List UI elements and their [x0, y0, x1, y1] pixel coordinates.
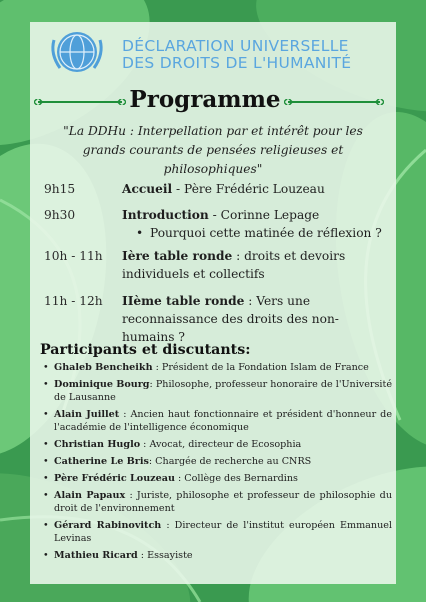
schedule-time: 9h15: [44, 182, 76, 196]
participant-name: Alain Papaux: [54, 490, 126, 501]
list-item: [40, 455, 392, 468]
schedule-detail: : droits et devoirs individuels et collectifs: [122, 249, 346, 281]
participants-heading: Participants et discutants:: [40, 342, 251, 358]
schedule-detail: - Corinne Lepage: [208, 208, 320, 222]
participant-name: Christian Huglo: [54, 439, 141, 450]
participant-role: : Essayiste: [137, 550, 193, 561]
title-decoration-left: [34, 99, 126, 105]
schedule-detail: : Vers une reconnaissance des droits des non-humains ?: [122, 294, 339, 344]
participant-name: Dominique Bourg: [54, 379, 150, 390]
list-item: [40, 489, 392, 515]
laurel-globe-logo: [48, 30, 106, 74]
list-item: [40, 361, 392, 374]
participant-name: Gérard Rabinovitch: [54, 520, 162, 531]
participant-role: : Ancien haut fonctionnaire et président d'honneur de l'académie de l'intelligence économique: [54, 409, 393, 433]
schedule-description: [122, 292, 388, 346]
schedule-detail: - Père Frédéric Louzeau: [172, 182, 325, 196]
participant-role: : Directeur de l'institut européen Emmanuel Levinas: [54, 520, 392, 544]
page-title: Programme: [129, 86, 281, 113]
participant-role: : Philosophe, professeur honoraire de l'Université de Lausanne: [54, 379, 393, 403]
organization-line-2: DES DROITS DE L'HUMANITÉ: [122, 54, 352, 72]
organization-line-1: DÉCLARATION UNIVERSELLE: [122, 37, 349, 55]
participant-role: : Juriste, philosophe et professeur de philosophie du droit de l'environnement: [54, 490, 393, 514]
participant-role: : Collège des Bernardins: [174, 473, 298, 484]
participant-name: Mathieu Ricard: [54, 550, 138, 561]
list-item: [40, 438, 392, 451]
schedule-description: [122, 206, 388, 242]
schedule-description: [122, 180, 388, 198]
list-item: [40, 549, 392, 562]
schedule-label: Introduction: [122, 208, 209, 222]
schedule-description: [122, 247, 388, 283]
participant-role: : Président de la Fondation Islam de France: [152, 362, 369, 373]
participant-name: Alain Juillet: [54, 409, 120, 420]
participant-name: Ghaleb Bencheikh: [54, 362, 153, 373]
participants-list: [40, 361, 392, 566]
schedule-time: 11h - 12h: [44, 294, 103, 308]
schedule-label: IIème table ronde: [122, 294, 245, 308]
participant-name: Catherine Le Bris: [54, 456, 149, 467]
schedule-bullet: • Pourquoi cette matinée de réflexion ?: [122, 224, 388, 242]
participant-name: Père Frédéric Louzeau: [54, 473, 175, 484]
list-item: [40, 519, 392, 545]
participant-role: : Chargée de recherche au CNRS: [148, 456, 312, 467]
schedule-label: Accueil: [122, 182, 173, 196]
participant-role: : Avocat, directeur de Ecosophia: [140, 439, 302, 450]
title-row: [34, 86, 392, 116]
organization-name: [122, 38, 392, 72]
list-item: [40, 408, 392, 434]
schedule-time: 10h - 11h: [44, 249, 103, 263]
list-item: [40, 378, 392, 404]
program-subtitle: "La DDHu : Interpellation par et intérêt pour les grands courants de pensées religieuses et philosophiques": [63, 124, 363, 176]
title-decoration-right: [284, 99, 384, 105]
list-item: [40, 472, 392, 485]
schedule-time: 9h30: [44, 208, 76, 222]
schedule-label: Ière table ronde: [122, 249, 233, 263]
